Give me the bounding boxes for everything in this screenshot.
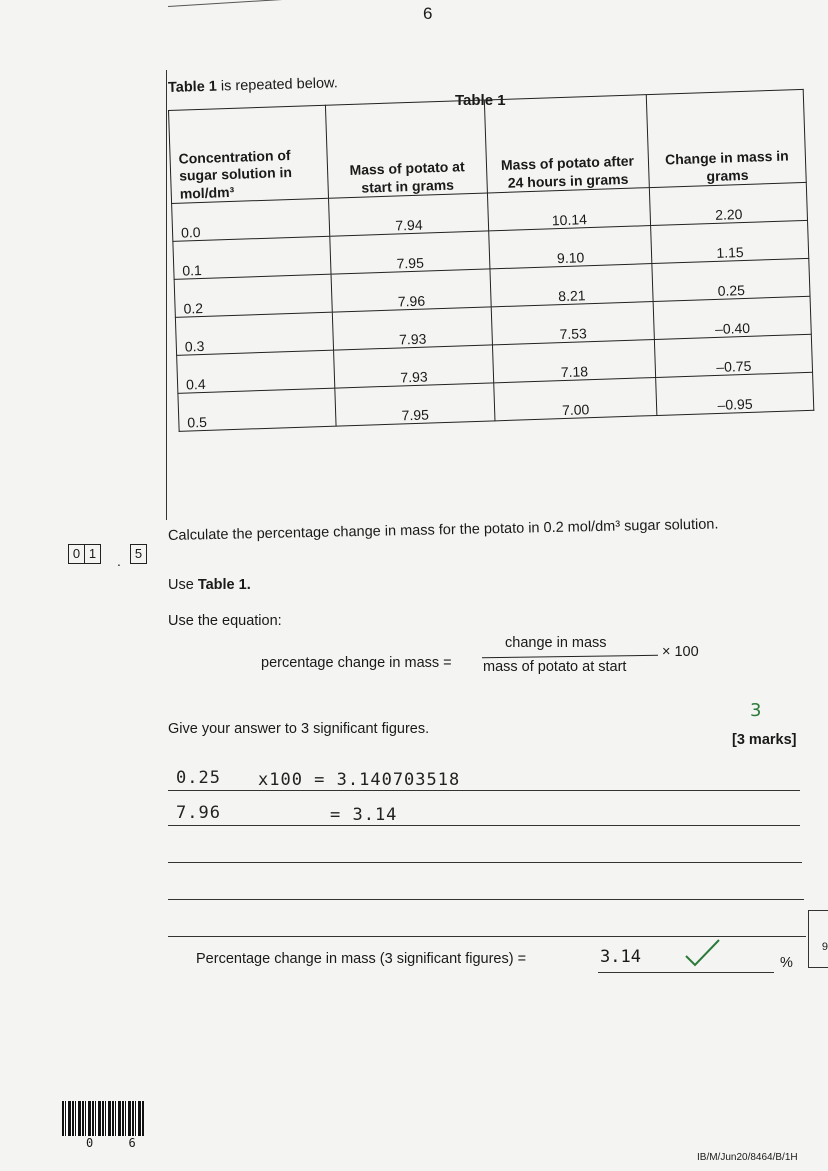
question-digit: 5 xyxy=(130,544,147,564)
table-cell: 0.0 xyxy=(172,198,330,241)
margin-score-box: 9 xyxy=(808,910,828,968)
question-number-dot: . xyxy=(117,553,121,569)
table-cell: 7.96 xyxy=(331,269,491,312)
percent-unit: % xyxy=(780,955,793,971)
intro-text: Table 1 is repeated below. xyxy=(167,75,338,96)
intro-table-ref: Table 1 xyxy=(167,78,218,96)
working-numerator: 0.25 xyxy=(176,768,221,788)
question-digit: 1 xyxy=(84,544,101,564)
table-cell: 2.20 xyxy=(649,182,807,225)
barcode-text: 0 6 xyxy=(86,1136,150,1150)
header-change-in-mass: Change in mass in grams xyxy=(646,89,806,187)
use-equation-instruction: Use the equation: xyxy=(168,613,282,629)
marker-score: 3 xyxy=(750,700,762,721)
use-table-instruction: Use Table 1. xyxy=(168,577,251,593)
table-cell: 7.94 xyxy=(329,193,489,236)
tick-icon xyxy=(683,938,723,968)
answer-line xyxy=(168,790,800,791)
header-mass-after: Mass of potato after 24 hours in grams xyxy=(484,95,649,193)
equation-lhs: percentage change in mass = xyxy=(261,655,452,671)
question-number-part2 xyxy=(130,544,146,564)
table-cell: 0.3 xyxy=(175,312,333,355)
page-number: 6 xyxy=(423,4,433,23)
table-cell: 7.93 xyxy=(332,307,492,350)
table-cell: –0.95 xyxy=(656,372,814,415)
table-cell: 0.1 xyxy=(173,236,331,279)
working-denominator: 7.96 xyxy=(176,803,221,823)
data-table xyxy=(168,89,814,432)
fraction-bar xyxy=(482,655,658,658)
table-cell: 7.00 xyxy=(494,377,657,420)
question-number-part1 xyxy=(68,544,100,564)
table-cell: 8.21 xyxy=(490,264,653,307)
answer-line xyxy=(168,936,806,937)
header-mass-start: Mass of potato at start in grams xyxy=(325,100,487,198)
working-result: = 3.14 xyxy=(330,805,398,825)
working-calculation: x100 = 3.140703518 xyxy=(258,770,461,790)
table-cell: 0.25 xyxy=(652,258,810,301)
table-title: Table 1 xyxy=(455,92,506,109)
footer-code: IB/M/Jun20/8464/B/1H xyxy=(697,1152,798,1163)
table-cell: 10.14 xyxy=(487,188,650,231)
table-cell: –0.75 xyxy=(654,334,812,377)
question-text: Calculate the percentage change in mass for the potato in 0.2 mol/dm³ sugar solution. xyxy=(167,516,719,544)
table-cell: –0.40 xyxy=(653,296,811,339)
data-table-wrapper xyxy=(168,89,815,450)
barcode xyxy=(62,1101,144,1136)
table-cell: 7.93 xyxy=(334,345,494,388)
equation-times-100: × 100 xyxy=(662,644,699,660)
equation-numerator: change in mass xyxy=(505,635,607,651)
table-cell: 0.2 xyxy=(174,274,332,317)
table-cell: 7.95 xyxy=(330,231,490,274)
page-border-left xyxy=(166,70,167,520)
question-digit: 0 xyxy=(68,544,85,564)
table-cell: 7.18 xyxy=(492,340,655,383)
page-border-top xyxy=(168,0,667,7)
answer-line xyxy=(168,862,802,863)
table-cell: 0.5 xyxy=(178,388,336,431)
final-answer-line xyxy=(598,972,774,973)
header-concentration: Concentration of sugar solution in mol/dm³ xyxy=(169,105,329,203)
table-cell: 7.53 xyxy=(491,302,654,345)
answer-line xyxy=(168,899,804,900)
answer-line xyxy=(168,825,800,826)
sig-figs-instruction: Give your answer to 3 significant figures. xyxy=(168,721,430,737)
final-answer-value: 3.14 xyxy=(600,947,641,967)
table-cell: 7.95 xyxy=(335,383,495,426)
table-cell: 0.4 xyxy=(177,350,335,393)
final-answer-label: Percentage change in mass (3 significant figures) = xyxy=(196,951,527,967)
marks-label: [3 marks] xyxy=(732,732,797,748)
table-cell: 9.10 xyxy=(489,226,652,269)
equation-denominator: mass of potato at start xyxy=(483,659,627,675)
table-cell: 1.15 xyxy=(651,220,809,263)
